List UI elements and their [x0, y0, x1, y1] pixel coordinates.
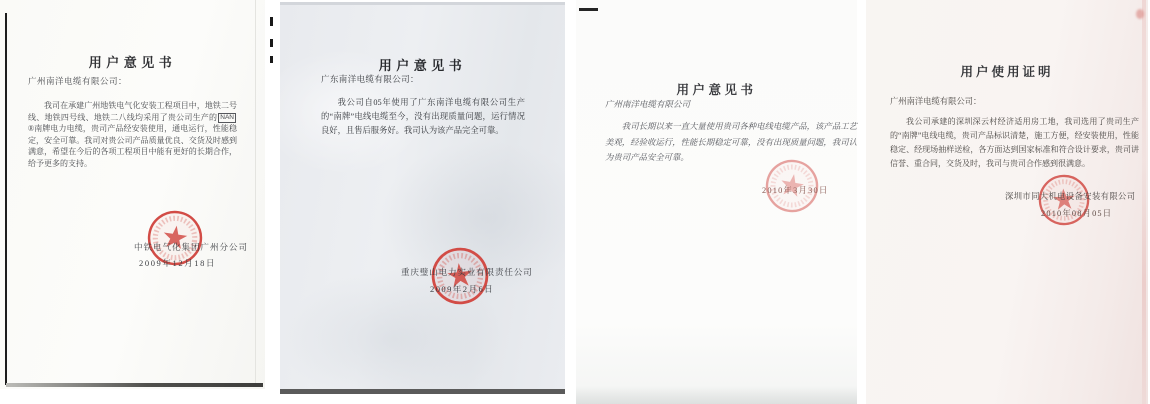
signature-date: 2009年12月18日 — [139, 258, 217, 268]
red-ink-smudge — [1136, 9, 1144, 19]
signature-date: 2010年08月05日 — [1041, 209, 1113, 218]
recipient-salutation: 广州南洋电缆有限公司： — [28, 76, 128, 86]
doc-title: 用户意见书 — [676, 83, 757, 98]
testimonial-doc-4 — [866, 0, 1148, 404]
signature-date: 2009年2月6日 — [430, 284, 495, 294]
scan-edge-line — [280, 389, 565, 394]
scan-artifact-dash — [270, 17, 273, 26]
body-text-pre: 我司在承建广州地铁电气化安装工程项目中，地铁二号线、地铁四号线、地铁二八线均采用了贵公司生产的 — [28, 101, 237, 122]
brand-mark-badge: NAN — [220, 114, 234, 121]
doc-body: 我公司自05年使用了广东南洋电缆有限公司生产的“南牌”电线电缆至今，没有出现质量问题，运行情况良好，且售后服务好。我司认为该产品完全可靠。 — [321, 98, 525, 135]
recipient-salutation: 广东南洋电缆有限公司： — [321, 74, 419, 84]
scan-edge-line — [6, 383, 263, 387]
doc-body — [28, 100, 237, 169]
signer-name: 中铁电气化集团广州分公司 — [134, 242, 249, 252]
testimonial-doc-1 — [0, 0, 265, 389]
doc-body: 我公司承建的深圳深云村经济适用房工地，我司选用了贵司生产的“南牌”电线电缆，贵司产品标识清楚，施工方便，经安装使用，性能稳定、经现场抽样送检，各方面达到国家标准和符合设计要求，贵司讲信誉、重合同，交货及时，我司与贵司合作感到很满意。 — [890, 117, 1139, 168]
testimonial-doc-3 — [576, 0, 857, 404]
scan-shadow — [576, 386, 857, 404]
testimonial-doc-2 — [280, 2, 565, 394]
doc-title: 用户意见书 — [378, 57, 467, 73]
doc-body: 我司长期以来一直大量使用贵司各种电线电缆产品，该产品工艺美观，经验收运行，性能长期稳定可靠，没有出现质量问题，我司认为贵司产品安全可靠。 — [605, 122, 857, 163]
signer-name: 深圳市同大机电设备安装有限公司 — [1005, 192, 1136, 201]
recipient-salutation: 广州南洋电缆有限公司 — [605, 99, 691, 109]
scan-artifact-dash — [579, 8, 598, 11]
scan-artifact-dash — [270, 39, 273, 47]
signature-date: 2010年3月30日 — [762, 186, 829, 195]
doc-title: 用户使用证明 — [960, 65, 1054, 80]
scan-artifact-dash — [270, 56, 273, 63]
doc-title: 用户意见书 — [88, 54, 177, 70]
body-text-post: ®南牌电力电缆，贵司产品经安装使用，通电运行，性能稳定，安全可靠。我司对贵公司产品质量优良、交货及时感到满意，希望在今后的各项工程项目中能有更好的长期合作，给予更多的支持。 — [28, 124, 237, 168]
paper-edge-line — [280, 2, 565, 5]
signer-name: 重庆璧山电力实业有限责任公司 — [401, 267, 533, 277]
recipient-salutation: 广州南洋电缆有限公司： — [890, 97, 982, 106]
scan-color-streak — [1142, 0, 1146, 404]
